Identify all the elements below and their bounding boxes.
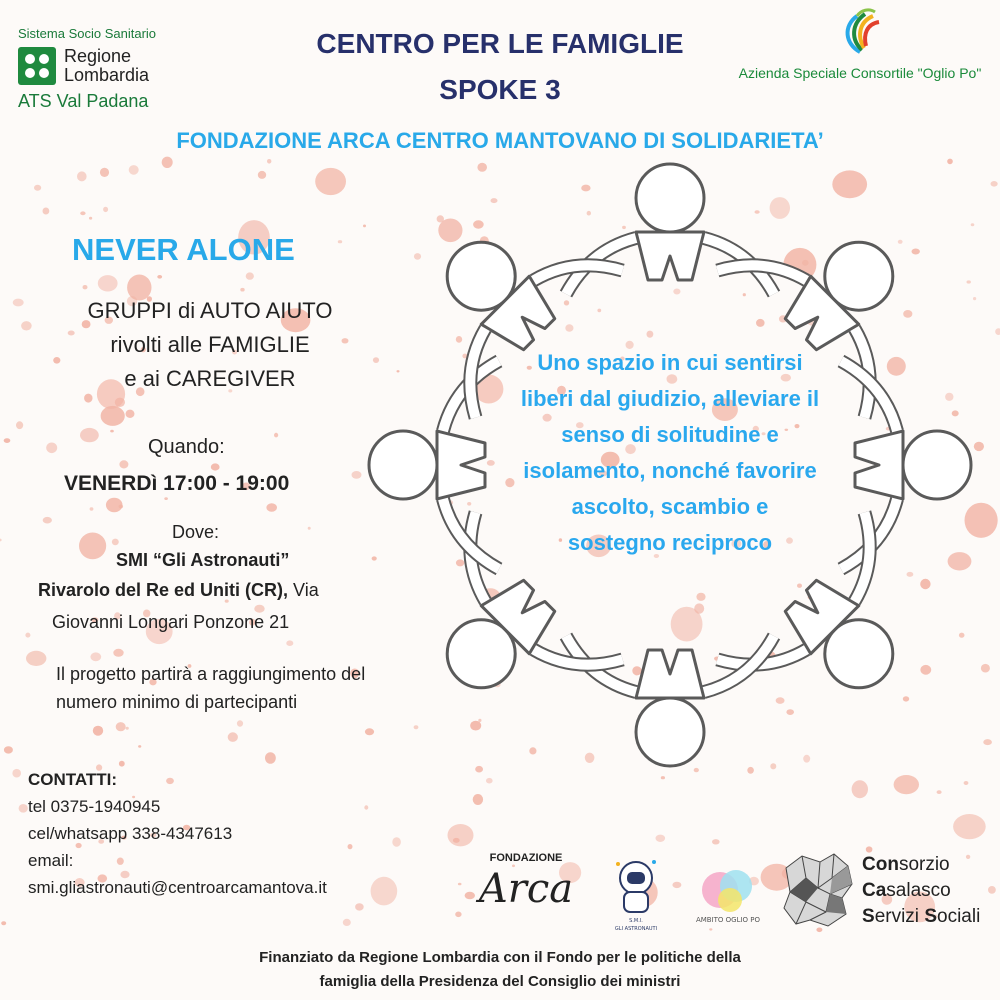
- ccss-rest: sorzio: [898, 854, 950, 875]
- background-dot: [13, 299, 24, 307]
- background-dot: [90, 507, 94, 510]
- background-dot: [258, 171, 266, 179]
- where-via: Via: [288, 580, 319, 600]
- background-dot: [79, 533, 106, 560]
- background-dot: [267, 159, 271, 164]
- background-dot: [12, 769, 21, 778]
- background-dot: [157, 275, 162, 279]
- background-dot: [240, 288, 244, 292]
- where-city: [38, 580, 319, 601]
- groups-description: [30, 294, 390, 396]
- when-value: VENERDì 17:00 - 19:00: [64, 472, 290, 495]
- where-label: Dove:: [172, 522, 220, 542]
- background-dot: [4, 438, 11, 443]
- person-figure: [841, 361, 971, 569]
- fondazione-subtitle: FONDAZIONE ARCA CENTRO MANTOVANO DI SOLIDARIETA’: [176, 128, 824, 153]
- background-dot: [266, 503, 277, 512]
- background-dot: [101, 406, 125, 426]
- gli-astronauti-logo: [606, 852, 666, 937]
- azienda-name: Azienda Speciale Consortile "Oglio Po": [738, 65, 982, 81]
- page-title-spoke: SPOKE 3: [439, 74, 561, 105]
- astro-caption: GLI ASTRONAUTI: [614, 926, 658, 932]
- ccss-initial: Ca: [862, 880, 887, 901]
- background-dot: [89, 217, 92, 220]
- background-dot: [112, 539, 119, 546]
- regione-lombardia-name: [64, 47, 149, 85]
- background-dot: [80, 428, 99, 442]
- background-dot: [34, 185, 41, 191]
- center-message: Uno spazio in cui sentirsi liberi dal giudizio, alleviare il senso di solitudine e isolamento, nonché favorire ascolto, scambio e sostegno reciproco: [520, 350, 820, 555]
- background-dot: [100, 168, 109, 177]
- person-figure: [566, 636, 774, 766]
- background-dot: [162, 157, 173, 168]
- background-dot: [1, 921, 6, 925]
- ccss-rest: salasco: [886, 880, 951, 901]
- background-dot: [110, 430, 114, 433]
- sistema-socio-sanitario-text: Sistema Socio Sanitario: [18, 26, 157, 41]
- background-dot: [274, 433, 278, 438]
- ambito-oglio-po-logo: [680, 850, 776, 935]
- contact-email-label: email:: [28, 851, 74, 870]
- background-dot: [77, 171, 87, 181]
- background-dot: [448, 824, 474, 846]
- ats-val-padana-text: ATS Val Padana: [18, 91, 149, 111]
- background-dot: [455, 912, 461, 918]
- background-dot: [286, 640, 293, 646]
- background-dot: [129, 165, 139, 175]
- background-dot: [371, 877, 398, 906]
- background-dot: [93, 726, 103, 736]
- background-dot: [392, 837, 401, 846]
- background-dot: [138, 745, 141, 748]
- background-dot: [308, 527, 311, 530]
- background-dot: [16, 421, 23, 429]
- lombardia-text: Lombardia: [64, 65, 150, 85]
- ccss-line: [862, 852, 980, 878]
- background-dot: [265, 752, 276, 764]
- groups-line: GRUPPI di AUTO AIUTO: [87, 298, 333, 323]
- background-dot: [237, 720, 243, 726]
- background-dot: [116, 722, 126, 731]
- ccss-rest: ociali: [937, 906, 981, 927]
- background-dot: [211, 463, 220, 470]
- background-dot: [343, 919, 351, 926]
- when-label: Quando:: [148, 436, 225, 458]
- funding-footer: [150, 946, 850, 994]
- families-circles-icon: [680, 850, 776, 930]
- ccss-initial: S: [924, 906, 937, 927]
- footer-line: Finanziato da Regione Lombardia con il Fondo per le politiche della: [259, 949, 741, 966]
- background-dot: [4, 746, 13, 753]
- groups-line: rivolti alle FAMIGLIE: [110, 332, 310, 357]
- where-street: Giovanni Longari Ponzone 21: [52, 612, 290, 632]
- ccss-line: [862, 904, 980, 930]
- regione-text: Regione: [64, 46, 132, 66]
- background-dot: [98, 275, 118, 291]
- person-figure: [566, 164, 774, 294]
- background-dot: [119, 460, 128, 468]
- background-dot: [19, 804, 28, 813]
- fondazione-label: FONDAZIONE: [489, 852, 563, 864]
- azienda-oglio-po-logo: [730, 4, 990, 81]
- svg-text:S.M.I.: S.M.I.: [629, 918, 643, 924]
- ambito-caption: AMBITO OGLIO PO: [695, 916, 761, 924]
- background-dot: [126, 727, 129, 730]
- background-dot: [364, 805, 368, 809]
- background-dot: [46, 443, 57, 454]
- background-dot: [712, 839, 720, 844]
- regione-lombardia-logo: [18, 26, 198, 112]
- where-venue-name: SMI “Gli Astronauti”: [116, 550, 290, 570]
- never-alone-headline: NEVER ALONE: [72, 232, 295, 267]
- background-dot: [458, 883, 462, 886]
- consorzio-casalasco-logo: [862, 852, 980, 930]
- project-note: Il progetto partirà a raggiungimento del numero minimo di partecipanti: [56, 664, 366, 712]
- background-dot: [246, 272, 254, 279]
- ccss-rest: ervizi: [874, 906, 925, 927]
- swirl-icon: [835, 4, 885, 56]
- background-dot: [103, 207, 108, 212]
- background-dot: [83, 285, 88, 289]
- background-dot: [113, 649, 123, 657]
- background-dot: [656, 835, 666, 842]
- background-dot: [126, 410, 135, 418]
- background-dot: [164, 497, 168, 500]
- background-dot: [43, 517, 52, 524]
- background-dot: [988, 886, 996, 894]
- contacts-block: [28, 766, 327, 901]
- contact-email[interactable]: smi.gliastronauti@centroarcamantova.it: [28, 878, 327, 897]
- contact-tel[interactable]: tel 0375-1940945: [28, 797, 161, 816]
- background-dot: [80, 211, 85, 215]
- background-dot: [348, 844, 353, 849]
- background-dot: [25, 633, 30, 638]
- where-city-name: Rivarolo del Re ed Uniti (CR),: [38, 580, 289, 600]
- background-dot: [0, 539, 2, 542]
- ccss-initial: Con: [862, 854, 899, 875]
- ccss-line: [862, 878, 980, 904]
- casalasco-map-icon: [776, 848, 858, 937]
- background-dot: [106, 498, 123, 512]
- background-dot: [43, 208, 50, 215]
- footer-line: famiglia della Presidenza del Consiglio dei ministri: [319, 973, 681, 990]
- contact-cel[interactable]: cel/whatsapp 338-4347613: [28, 824, 233, 843]
- contacts-heading: CONTATTI:: [28, 770, 118, 789]
- ccss-initial: S: [862, 906, 875, 927]
- astronaut-icon: [606, 852, 666, 932]
- background-dot: [953, 814, 986, 839]
- lombardia-rose-icon: [18, 47, 56, 85]
- fondazione-arca-logo: [462, 852, 590, 912]
- background-dot: [26, 651, 46, 666]
- background-dot: [355, 903, 364, 910]
- groups-line: e ai CAREGIVER: [124, 366, 296, 391]
- arca-script-text: Arca: [478, 866, 574, 912]
- page-title: CENTRO PER LE FAMIGLIE: [316, 28, 684, 59]
- background-dot: [228, 732, 238, 742]
